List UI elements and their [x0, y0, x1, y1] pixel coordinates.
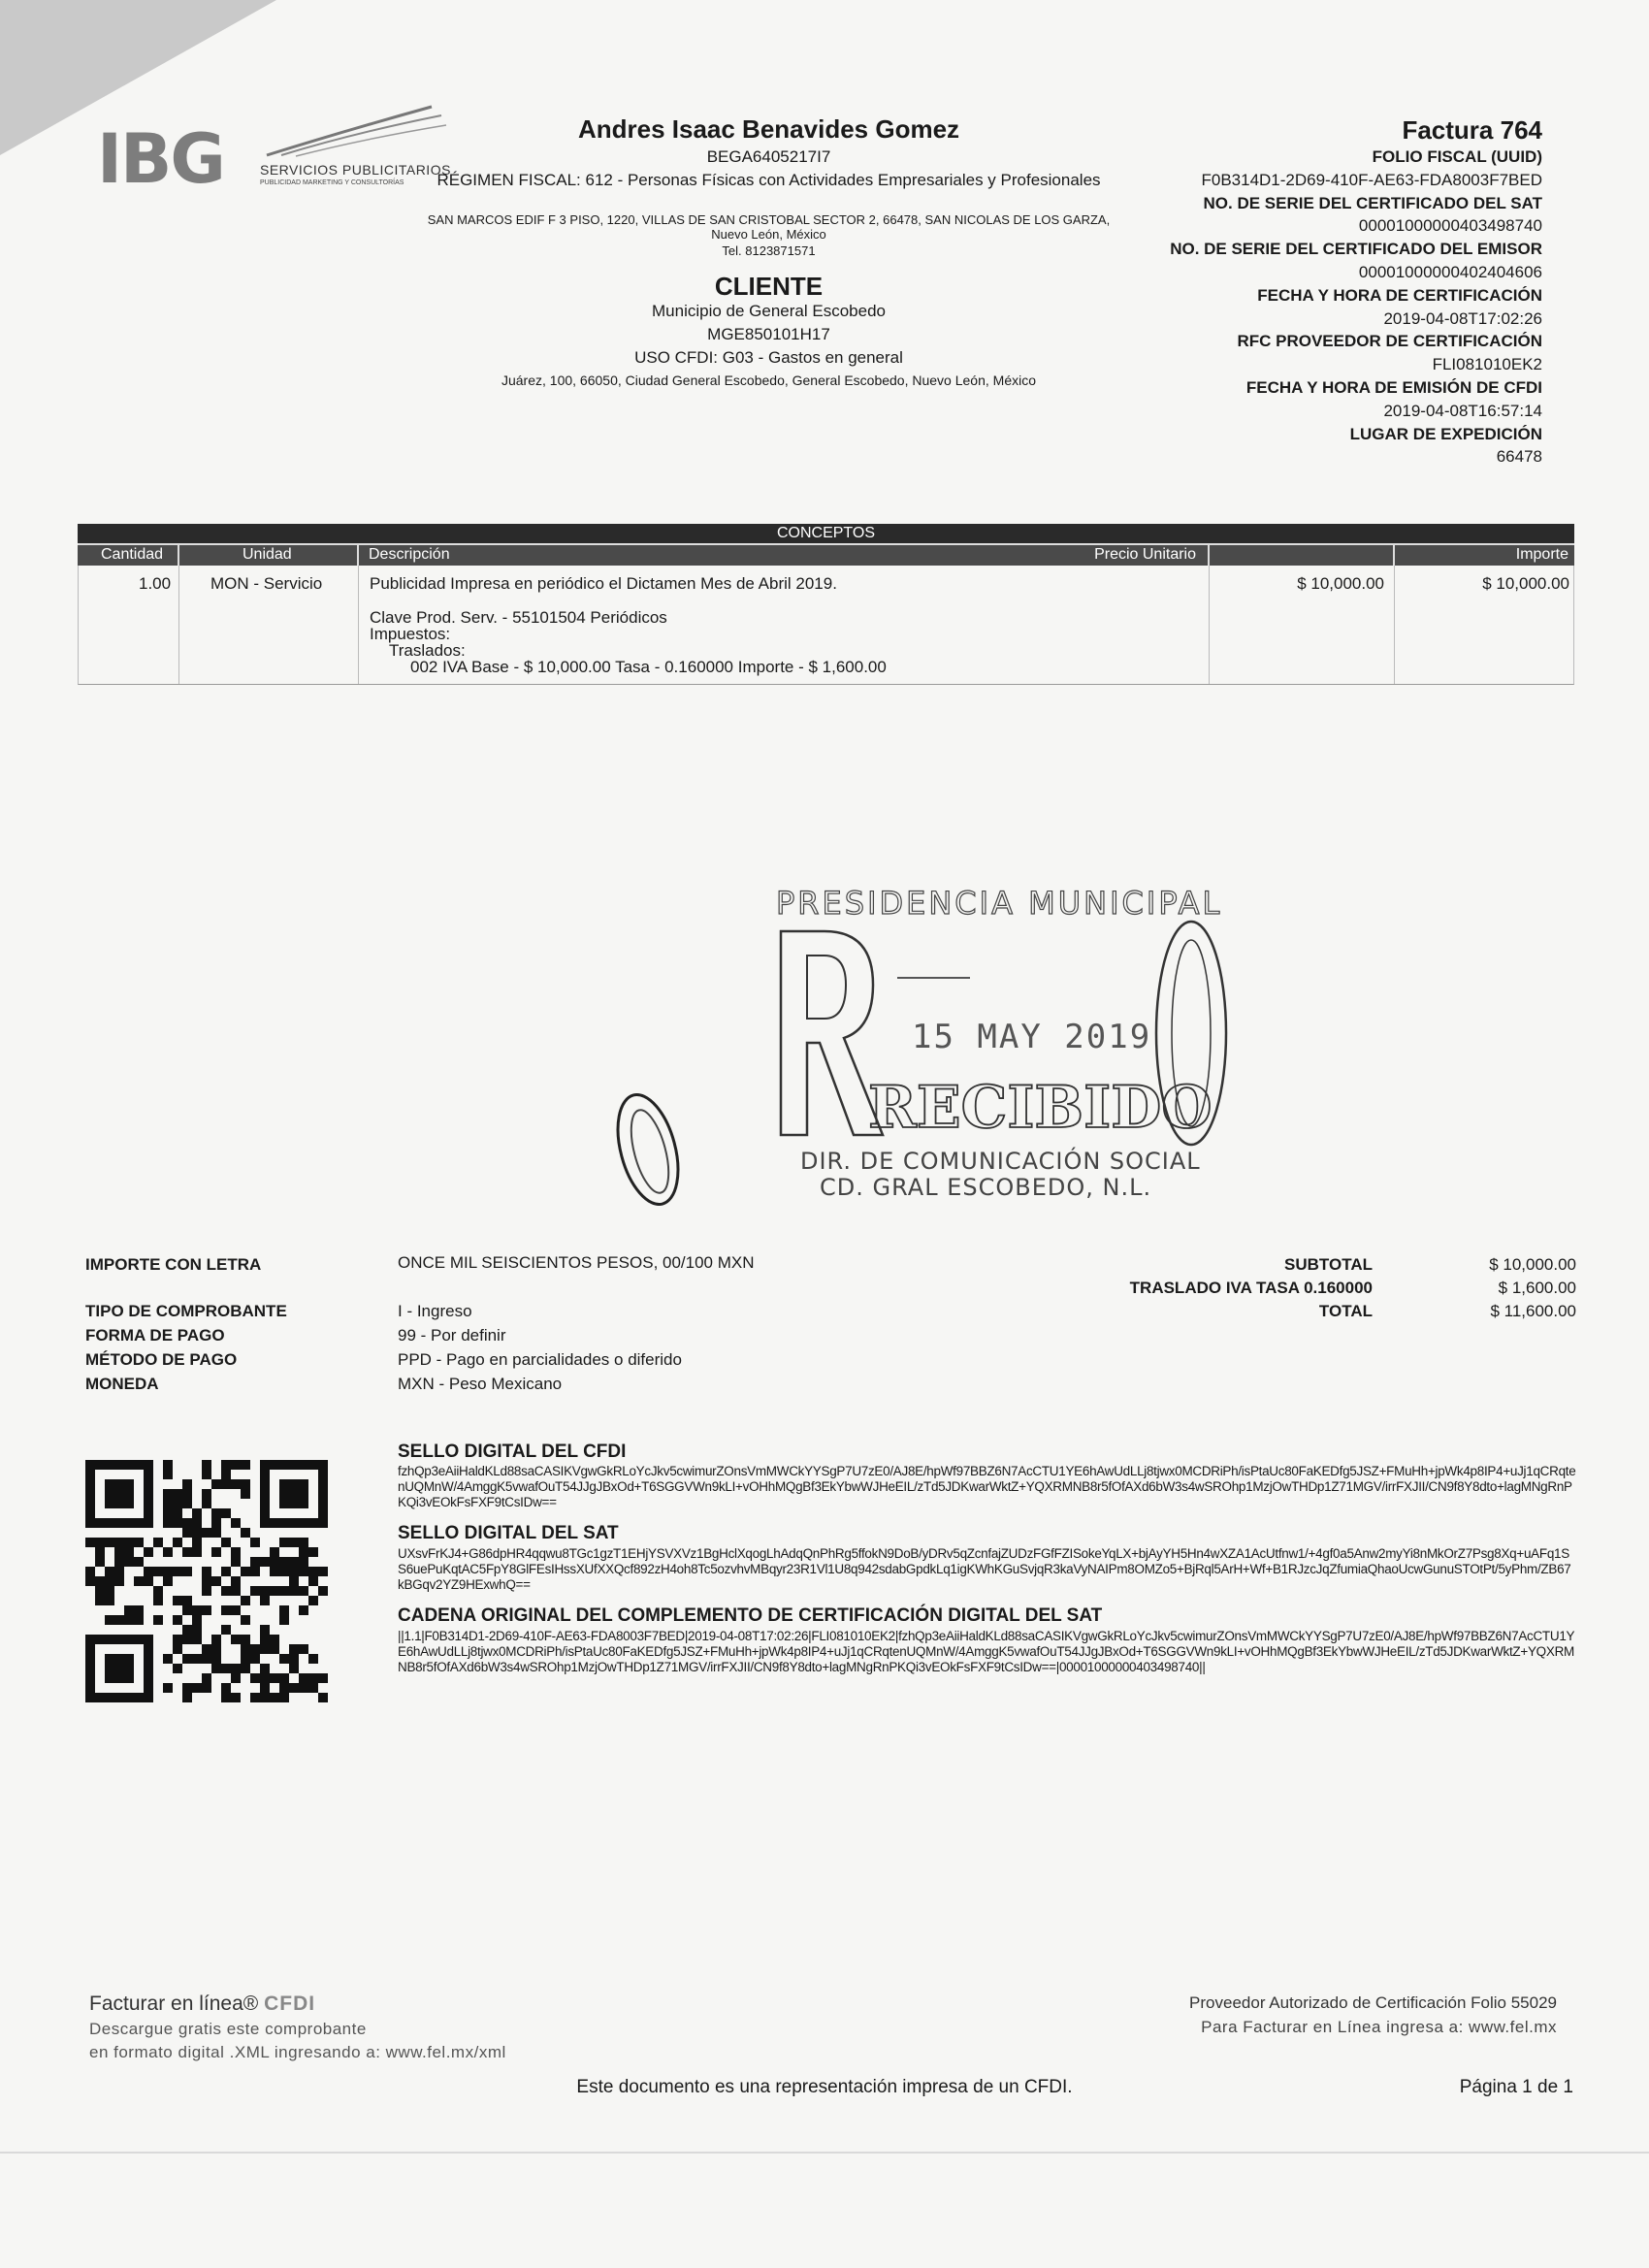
- emitter-name: Andres Isaac Benavides Gomez: [577, 114, 960, 144]
- logo-letters: IBG: [97, 119, 224, 199]
- header-cantidad: Cantidad: [101, 546, 164, 563]
- row-divider: [178, 566, 179, 684]
- logo-swoosh-icon: [257, 102, 451, 160]
- emitter-rfc: BEGA6405217I7: [706, 147, 831, 166]
- importe-letra: ONCE MIL SEISCIENTOS PESOS, 00/100 MXN: [398, 1253, 755, 1272]
- fecha-emision: 2019-04-08T16:57:14: [1383, 401, 1542, 420]
- footer-brand-text: Facturar en línea®: [89, 1993, 259, 2015]
- header-unidad: Unidad: [242, 546, 292, 563]
- invoice-title: Factura 764: [1402, 115, 1542, 145]
- logo-subtagline: PUBLICIDAD MARKETING Y CONSULTORÍAS: [260, 179, 404, 186]
- client-rfc: MGE850101H17: [707, 325, 830, 343]
- row-divider: [1209, 566, 1210, 684]
- fecha-emision-label: FECHA Y HORA DE EMISIÓN DE CFDI: [1245, 377, 1542, 397]
- item-descripcion: Publicidad Impresa en periódico el Dictamen Mes de Abril 2019.: [370, 574, 837, 593]
- stamp-letter-r-inner-icon: [807, 956, 846, 1019]
- metodo-pago-label: MÉTODO DE PAGO: [85, 1350, 238, 1369]
- moneda: MXN - Peso Mexicano: [398, 1375, 563, 1393]
- tipo-comprobante-label: TIPO DE COMPROBANTE: [85, 1302, 287, 1320]
- stamp-top-text: PRESIDENCIA MUNICIPAL: [776, 885, 1223, 922]
- footer-provider: Proveedor Autorizado de Certificación Folio 55029: [1189, 1993, 1557, 2012]
- footer-brand: [89, 1993, 315, 2016]
- concept-row: [78, 566, 1574, 685]
- footer-download-line: Descargue gratis este comprobante: [89, 2020, 367, 2038]
- concepts-header-row: [78, 543, 1574, 566]
- invoice-header: [1038, 114, 1542, 469]
- cert-sat-label: NO. DE SERIE DEL CERTIFICADO DEL SAT: [1203, 193, 1542, 212]
- moneda-label: MONEDA: [85, 1375, 159, 1393]
- subtotal-label: SUBTOTAL: [1284, 1255, 1373, 1274]
- stamp-word: RECIBIDO: [868, 1074, 1212, 1142]
- item-impuestos: Impuestos:: [370, 625, 451, 643]
- column-divider: [178, 545, 179, 566]
- cert-sat: 00001000000403498740: [1358, 216, 1542, 236]
- sello-cfdi: fzhQp3eAiiHaldKLd88saCASIKVgwGkRLoYcJkv5cwimurZOnsVmMWCkYYSgP7U7zE0/AJ8E/hpWf97BBZ6N7AcCTU1YE6hAwUdLLj8tjwx0MCDRiPh/isPtaUc80FaKEDfg5JSZ+FMuHh+jpWk4p8IP4+uJj1qCRqtenUQMnW/4AmggK5vwafOuT54JJgJBxOd+T6SGGVWn9kLI+vOHhMQgBf3EkYbwWJHeEIL/zTd5JDKwarWktZ+YQXRMNB8r5fOfAXd6bW3s4wSROhp1MzjOwTHDp1Z71MGV/irrFXJII/CN9f8Y8dto+lagMNgRnPKQi3vEOkFsFXF9tCsIDw==: [398, 1464, 1576, 1509]
- concepts-title: CONCEPTOS: [78, 524, 1574, 543]
- emitter-regimen: RÉGIMEN FISCAL: 612 - Personas Físicas con Actividades Empresariales y Profesionales: [436, 171, 1101, 189]
- column-divider: [1208, 545, 1210, 566]
- item-unidad: MON - Servicio: [210, 574, 323, 593]
- footer-representation: Este documento es una representación impresa de un CFDI.: [576, 2077, 1073, 2097]
- header-descripcion: Descripción: [369, 546, 450, 563]
- lugar-expedicion: 66478: [1496, 447, 1542, 467]
- logo-tagline: SERVICIOS PUBLICITARIOS: [260, 162, 451, 178]
- item-cantidad: 1.00: [139, 574, 172, 593]
- column-divider: [357, 545, 359, 566]
- sello-cfdi-label: SELLO DIGITAL DEL CFDI: [398, 1442, 627, 1462]
- item-importe: $ 10,000.00: [1482, 574, 1569, 593]
- company-logo: [97, 119, 451, 199]
- client-uso-cfdi: USO CFDI: G03 - Gastos en general: [634, 348, 903, 367]
- iva-label: TRASLADO IVA TASA 0.160000: [1129, 1279, 1373, 1297]
- page-number: Página 1 de 1: [1459, 2077, 1573, 2097]
- item-precio: $ 10,000.00: [1297, 574, 1384, 593]
- total-label: TOTAL: [1318, 1302, 1373, 1320]
- row-divider: [358, 566, 359, 684]
- folio-fiscal-label: FOLIO FISCAL (UUID): [1372, 147, 1542, 166]
- item-iva: 002 IVA Base - $ 10,000.00 Tasa - 0.160000 Importe - $ 1,600.00: [410, 658, 887, 676]
- stamp-line1: DIR. DE COMUNICACIÓN SOCIAL: [800, 1148, 1201, 1175]
- importe-letra-label: IMPORTE CON LETRA: [85, 1255, 262, 1274]
- lugar-expedicion-label: LUGAR DE EXPEDICIÓN: [1349, 424, 1542, 443]
- cert-emisor-label: NO. DE SERIE DEL CERTIFICADO DEL EMISOR: [1170, 240, 1542, 259]
- folio-fiscal: F0B314D1-2D69-410F-AE63-FDA8003F7BED: [1201, 170, 1542, 189]
- forma-pago: 99 - Por definir: [398, 1326, 506, 1345]
- forma-pago-label: FORMA DE PAGO: [85, 1326, 225, 1345]
- column-divider: [1393, 545, 1395, 566]
- fecha-cert: 2019-04-08T17:02:26: [1383, 308, 1542, 328]
- page-edge: [0, 2152, 1649, 2154]
- client-heading: CLIENTE: [714, 272, 824, 301]
- concepts-table: [78, 524, 1574, 685]
- footer-brand-cfdi: CFDI: [264, 1993, 316, 2015]
- footer-download-link[interactable]: en formato digital .XML ingresando a: www.fel.mx/xml: [89, 2043, 506, 2061]
- sello-sat: UXsvFrKJ4+G86dpHR4qqwu8TGc1gzT1EHjYSVXVz1BgHclXqogLhAdqQnPhRg5ffokN9DoB/yDRv5qZcnfajZUDzFGfFZISokeYqLX+bjAyYH5Hn4wXZA1AcUtfnw1/+4gf0a5Anw2myYi8nMkOrZ7Psg8Xq+uAFq1SS6uePuKqtAC5FpY8GlFEsIHssXUfXXQcf892zH4oh8Tc5ozvhvMBqyr23R1Vl1U8q942sdabGpdkLq1igKWhKGuSvjqR3kaVyNAIPm8OMZo5+BjRql5ArH+Wf+B1RJzcJqZfumiaQhaoUcwGunuSTOtPt/5yPhm/ZB67kBGqv2YZ9HExwhQ==: [398, 1546, 1571, 1592]
- iva-amount: $ 1,600.00: [1498, 1279, 1576, 1297]
- emitter-phone: Tel. 8123871571: [722, 243, 816, 258]
- stamp-line2: CD. GRAL ESCOBEDO, N.L.: [820, 1174, 1152, 1201]
- subtotal: $ 10,000.00: [1489, 1255, 1576, 1274]
- fecha-cert-label: FECHA Y HORA DE CERTIFICACIÓN: [1257, 285, 1542, 305]
- row-divider: [1394, 566, 1395, 684]
- sello-sat-label: SELLO DIGITAL DEL SAT: [398, 1523, 619, 1543]
- rfc-proveedor: FLI081010EK2: [1432, 355, 1542, 374]
- item-traslados: Traslados:: [389, 641, 466, 660]
- handwritten-zero-icon: [609, 1082, 687, 1217]
- header-importe: Importe: [1515, 546, 1568, 563]
- metodo-pago: PPD - Pago en parcialidades o diferido: [398, 1350, 682, 1369]
- stamp-date: 15 MAY 2019: [912, 1018, 1152, 1056]
- client-address: Juárez, 100, 66050, Ciudad General Escobedo, General Escobedo, Nuevo León, México: [501, 373, 1037, 388]
- tipo-comprobante: I - Ingreso: [398, 1302, 472, 1320]
- total: $ 11,600.00: [1490, 1302, 1576, 1320]
- rfc-proveedor-label: RFC PROVEEDOR DE CERTIFICACIÓN: [1237, 332, 1542, 351]
- item-clave: Clave Prod. Serv. - 55101504 Periódicos: [370, 608, 667, 627]
- qr-code-icon: [85, 1460, 328, 1702]
- cert-emisor: 00001000000402404606: [1358, 262, 1542, 281]
- client-name: Municipio de General Escobedo: [652, 302, 886, 320]
- emitter-address: SAN MARCOS EDIF F 3 PISO, 1220, VILLAS DE SAN CRISTOBAL SECTOR 2, 66478, SAN NICOLAS DE LOS GARZA, Nuevo León, México: [427, 212, 1111, 242]
- cadena-original: ||1.1|F0B314D1-2D69-410F-AE63-FDA8003F7BED|2019-04-08T17:02:26|FLI081010EK2|fzhQp3eAiiHaldKLd88saCASIKVgwGkRLoYcJkv5cwimurZOnsVmMWCkYYSgP7U7zE0/AJ8E/hpWf97BBZ6N7AcCTU1YE6hAwUdLLj8tjwx0MCDRiPh/isPtaUc80FaKEDfg5JSZ+FMuHh+jpWk4p8IP4+uJj1qCRqtenUQMnW/4AmggK5vwafOuT54JJgJBxOd+T6SGGVWn9kLI+vOHhMQgBf3EkYbwWJHeEIL/zTd5JDKwarWktZ+YQXRMNB8r5fOfAXd6bW3s4wSROhp1MzjOwTHDp1Z71MGV/irrFXJII/CN9f8Y8dto+lagMNgRnPKQi3vEOkFsFXF9tCsIDw==|00001000000403498740||: [398, 1629, 1575, 1674]
- cadena-original-label: CADENA ORIGINAL DEL COMPLEMENTO DE CERTIFICACIÓN DIGITAL DEL SAT: [398, 1605, 1103, 1626]
- header-precio: Precio Unitario: [1094, 546, 1196, 563]
- footer-facturar-link[interactable]: Para Facturar en Línea ingresa a: www.fel.mx: [1201, 2018, 1557, 2036]
